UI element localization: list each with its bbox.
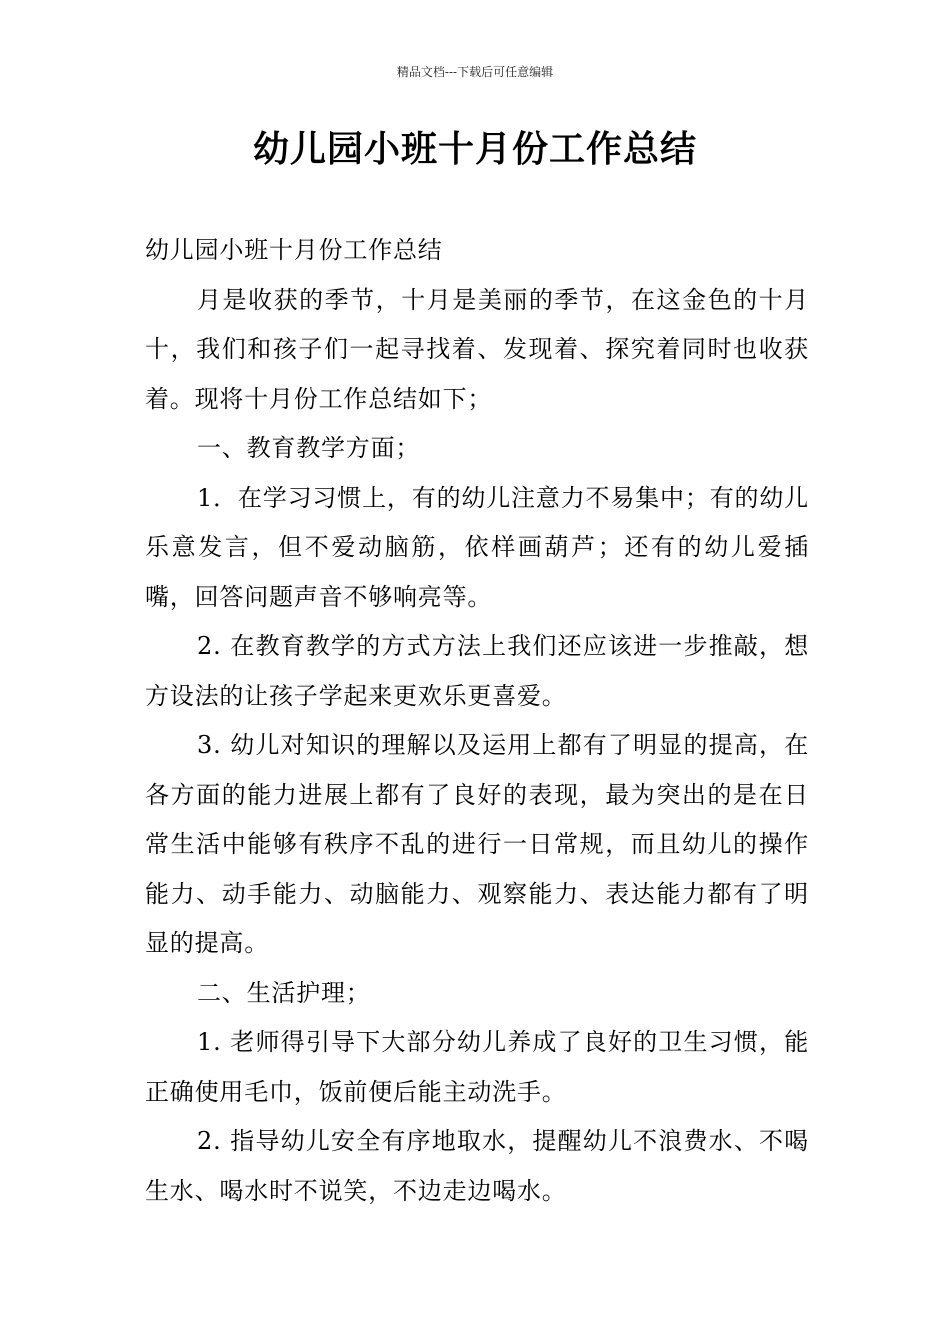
- section-heading-education: 一、教育教学方面；: [197, 434, 421, 462]
- care-item-2: 2. 指导幼儿安全有序地取水，提醒幼儿不浪费水、不喝生水、喝水时不说笑，不边走边喝水。: [145, 1127, 809, 1205]
- document-title: 幼儿园小班十月份工作总结: [252, 129, 697, 170]
- intro-paragraph: 月是收获的季节，十月是美丽的季节，在这金色的十月十，我们和孩子们一起寻找着、发现着、探究着同时也收获着。现将十月份工作总结如下；: [145, 285, 809, 413]
- subtitle-paragraph: 幼儿园小班十月份工作总结: [145, 236, 443, 264]
- header-note: 精品文档---下载后可任意编辑: [396, 65, 554, 79]
- document-body: [145, 226, 809, 1216]
- education-item-3: 3. 幼儿对知识的理解以及运用上都有了明显的提高，在各方面的能力进展上都有了良好的表现，最为突出的是在日常生活中能够有秩序不乱的进行一日常规，而且幼儿的操作能力、动手能力、动脑能力、观察能力、表达能力都有了明显的提高。: [145, 731, 809, 957]
- care-item-1: 1. 老师得引导下大部分幼儿养成了良好的卫生习惯，能正确使用毛巾，饭前便后能主动洗手。: [145, 1028, 809, 1106]
- education-item-1: 1．在学习习惯上，有的幼儿注意力不易集中；有的幼儿乐意发言，但不爱动脑筋，依样画葫芦；还有的幼儿爱插嘴，回答问题声音不够响亮等。: [145, 483, 809, 611]
- education-item-2: 2. 在教育教学的方式方法上我们还应该进一步推敲，想方设法的让孩子学起来更欢乐更喜爱。: [145, 632, 809, 710]
- section-heading-care: 二、生活护理；: [197, 978, 371, 1007]
